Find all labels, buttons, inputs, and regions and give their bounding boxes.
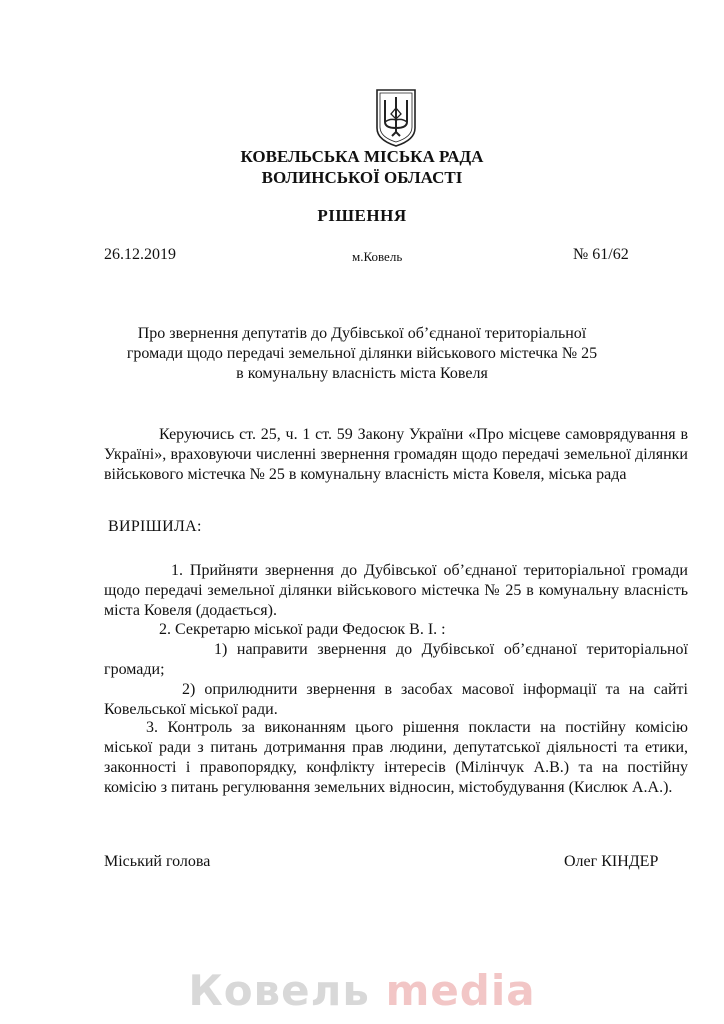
document-type: РІШЕННЯ xyxy=(317,206,407,225)
document-number: № 61/62 xyxy=(573,246,629,263)
document-date: 26.12.2019 xyxy=(104,246,176,263)
subject-line-3: в комунальну власність міста Ковеля xyxy=(236,365,488,382)
watermark-part-1: Ковель xyxy=(188,966,370,1015)
resolved-heading: ВИРІШИЛА: xyxy=(108,518,202,535)
resolution-item-2-1: 1) направити звернення до Дубівської об’єднаної територіальної громади; xyxy=(104,641,688,678)
document-subject xyxy=(0,324,724,384)
signer-title: Міський голова xyxy=(104,853,211,870)
resolution-item-2-2: 2) оприлюднити звернення в засобах масової інформації та на сайті Ковельської міської ради. xyxy=(104,681,688,718)
resolution-item-2: 2. Секретарю міської ради Федосюк В. І. : xyxy=(159,621,446,638)
signer-name: Олег КІНДЕР xyxy=(564,853,659,870)
org-line-2: ВОЛИНСЬКОЇ ОБЛАСТІ xyxy=(261,168,463,187)
watermark-part-2: media xyxy=(385,966,536,1015)
resolution-item-1: 1. Прийняти звернення до Дубівської об’єднаної територіальної громади щодо передачі земельної ділянки військового містечка № 25 в комунальну власність міста Ковеля (додається). xyxy=(104,562,688,619)
subject-line-1: Про звернення депутатів до Дубівської об’єднаної територіальної xyxy=(137,325,587,342)
subject-line-2: громади щодо передачі земельної ділянки військового містечка № 25 xyxy=(126,345,598,362)
preamble-paragraph: Керуючись ст. 25, ч. 1 ст. 59 Закону України «Про місцеве самоврядування в Україні», враховуючи численні звернення громадян щодо передачі земельної ділянки військового містечка № 25 в комунальну власність міста Ковеля, міська рада xyxy=(104,426,688,483)
document-city: м.Ковель xyxy=(352,249,403,264)
organization-name xyxy=(0,146,724,188)
org-line-1: КОВЕЛЬСЬКА МІСЬКА РАДА xyxy=(240,147,484,166)
resolution-item-3: 3. Контроль за виконанням цього рішення покласти на постійну комісію міської ради з питань дотримання прав людини, депутатської діяльності та етики, законності і правопорядку, конфлікту інтересів (Мілінчук А.В.) та на постійну комісію з питань регулювання земельних відносин, містобудування (Кислюк А.А.). xyxy=(104,719,688,796)
watermark xyxy=(0,966,724,1015)
trident-emblem-icon xyxy=(375,88,417,148)
